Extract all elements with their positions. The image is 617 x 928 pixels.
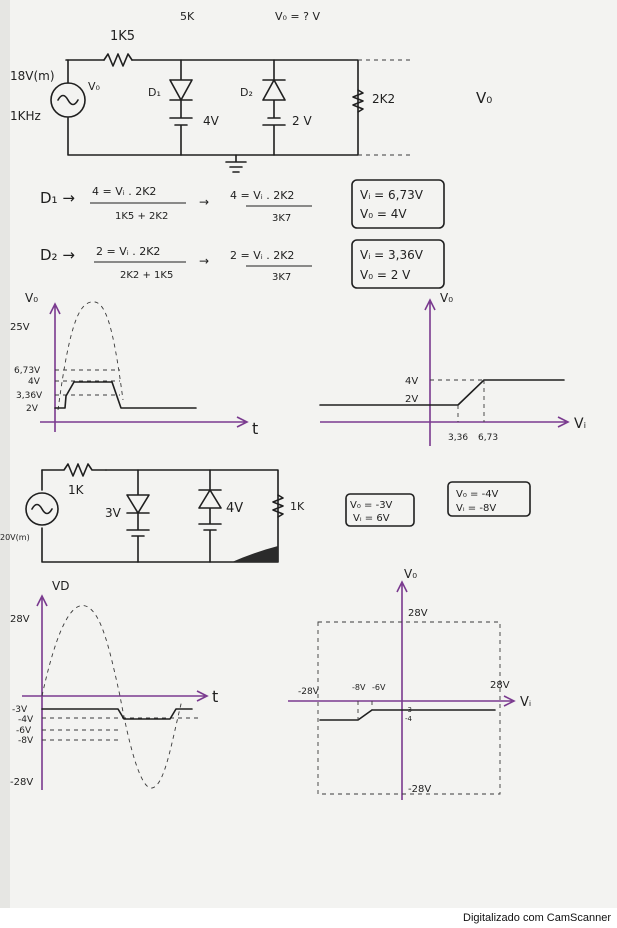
source-node-label: V₀ <box>88 80 100 93</box>
equations <box>40 180 444 288</box>
graph-3 <box>10 579 218 790</box>
tick-small-0: -3 <box>405 706 412 714</box>
tick-x-0: 3,36 <box>448 433 469 443</box>
output-waveform <box>55 382 196 408</box>
d2-eq2-left: 2 = Vᵢ . 2K2 <box>230 249 295 262</box>
tick-y-1: 2V <box>405 394 419 405</box>
graph-2 <box>320 291 586 446</box>
sine-icon <box>58 96 78 105</box>
y-axis <box>50 304 60 432</box>
circuit-1 <box>10 29 492 172</box>
box1-line1: V₀ = -3V <box>350 500 393 511</box>
guide-lines <box>430 380 484 422</box>
x-axis <box>22 691 207 701</box>
tick-y-5: -28V <box>10 777 34 788</box>
y-axis-label: V₀ <box>404 567 418 581</box>
d1-eq2-den: 3K7 <box>272 213 292 224</box>
d2-result-2: V₀ = 2 V <box>360 268 411 282</box>
tick-x-0: -28V <box>298 687 319 697</box>
tick-y-2: -4V <box>18 715 34 725</box>
box2-line2: Vᵢ = -8V <box>456 503 497 514</box>
guide-lines <box>358 701 372 720</box>
resistor-1k <box>42 464 106 476</box>
y-axis-label: V₀ <box>25 291 39 305</box>
d1-eq-den: 1K5 + 2K2 <box>115 211 169 222</box>
tick-y-0: 28V <box>10 614 30 625</box>
y-axis <box>37 596 47 790</box>
ground-hatch <box>232 546 278 562</box>
tick-y-4: 2V <box>26 404 38 414</box>
vo-label: V₀ <box>476 89 493 107</box>
d1-label: D₁ <box>148 86 161 99</box>
tick-x-2: -6V <box>372 683 386 692</box>
tick-y-0: 25V <box>10 322 30 333</box>
tick-y-1: 6,73V <box>14 366 41 376</box>
tick-y-0: 4V <box>405 376 419 387</box>
d2-eq-den: 2K2 + 1K5 <box>120 270 174 281</box>
diode-battery-4v <box>199 470 221 562</box>
resistor-label: 1K <box>68 483 84 497</box>
diode-d1-battery <box>170 60 192 155</box>
load-label: 2K2 <box>372 92 396 106</box>
arrow: → <box>199 195 210 209</box>
y-axis <box>425 300 435 446</box>
load-label: 1K <box>290 500 305 513</box>
tick-y-3: 3,36V <box>16 391 43 401</box>
x-axis <box>288 696 514 706</box>
wire-dashed <box>358 60 410 155</box>
sine-icon <box>32 505 52 514</box>
wire-loop <box>68 60 358 155</box>
freq-label: 1KHz <box>10 109 41 123</box>
source-label: 20V(m) <box>0 533 30 542</box>
d2-eq2-den: 3K7 <box>272 272 292 283</box>
d1-eq-num: 4 = Vᵢ . 2K2 <box>92 185 157 198</box>
d1-name: D₁ → <box>40 189 75 207</box>
source-label: 18V(m) <box>10 69 55 83</box>
diode-battery-3v <box>127 470 149 562</box>
tick-y-2: 4V <box>28 377 40 387</box>
graph-1 <box>10 291 258 438</box>
d2-result-1: Vᵢ = 3,36V <box>360 248 423 262</box>
d1-eq2-left: 4 = Vᵢ . 2K2 <box>230 189 295 202</box>
tick-top: 28V <box>408 608 428 619</box>
box2-line1: V₀ = -4V <box>456 489 499 500</box>
tick-x-3: 28V <box>490 680 510 691</box>
y-axis-label: V₀ <box>440 291 454 305</box>
transfer-curve <box>320 380 564 405</box>
x-axis <box>320 417 568 427</box>
y-axis-label: VD <box>52 579 70 593</box>
battery2-label: 4V <box>226 501 244 516</box>
x-axis <box>40 417 247 427</box>
y-axis <box>397 582 407 800</box>
tick-y-4: -8V <box>18 736 34 746</box>
top-scribble-2: V₀ = ? V <box>275 10 321 23</box>
footer-watermark: Digitalizado com CamScanner <box>463 912 611 924</box>
box1-line2: Vᵢ = 6V <box>353 513 390 524</box>
graph-4 <box>288 567 531 800</box>
battery2-label: 2 V <box>292 114 312 128</box>
battery1-label: 3V <box>105 506 121 520</box>
top-scribble-1: 5K <box>180 10 195 23</box>
tick-x-1: 6,73 <box>478 433 499 443</box>
resistor-label: 1K5 <box>110 29 136 44</box>
d1-result-2: V₀ = 4V <box>360 207 407 221</box>
arrow: → <box>199 254 210 268</box>
d2-eq-num: 2 = Vᵢ . 2K2 <box>96 245 161 258</box>
diode-voltage-waveform <box>42 709 192 719</box>
battery1-label: 4V <box>203 114 219 128</box>
tick-small-1: -4 <box>405 715 412 723</box>
ground-icon <box>226 155 246 172</box>
tick-x-1: -8V <box>352 683 366 692</box>
d2-label: D₂ <box>240 86 253 99</box>
x-axis-label: Vᵢ <box>520 695 532 710</box>
diode-d2-battery <box>263 60 285 155</box>
tick-y-1: -3V <box>12 705 28 715</box>
d1-result-1: Vᵢ = 6,73V <box>360 188 423 202</box>
resistor-1k5 <box>104 54 132 66</box>
circuit-2 <box>0 464 530 562</box>
x-axis-label: Vᵢ <box>574 416 587 432</box>
d2-name: D₂ → <box>40 246 75 264</box>
x-axis-label: t <box>252 419 259 438</box>
tick-y-3: -6V <box>16 726 32 736</box>
tick-bottom: -28V <box>408 784 432 795</box>
x-axis-label: t <box>212 687 219 706</box>
